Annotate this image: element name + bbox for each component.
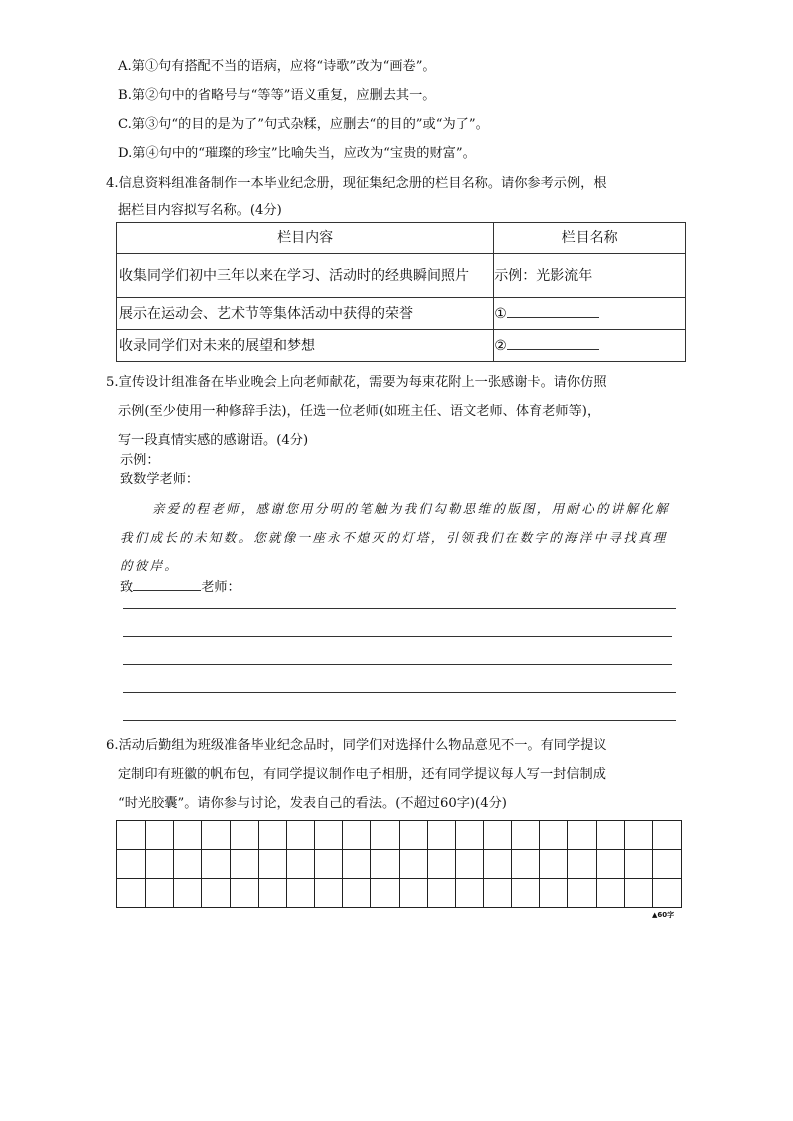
row-name-answer-1[interactable] [494, 298, 686, 330]
grid-column-line [342, 821, 343, 907]
answer-blank[interactable] [507, 303, 599, 318]
grid-column-line [314, 821, 315, 907]
table-row [117, 298, 686, 330]
q5-stem-line1: 5.宣传设计组准备在毕业晚会上向老师献花，需要为每束花附上一张感谢卡。请你仿照 [106, 375, 607, 390]
row-content: 展示在运动会、艺术节等集体活动中获得的荣誉 [117, 298, 494, 330]
word-count-label: ▲60字 [652, 911, 675, 919]
grid-column-line [455, 821, 456, 907]
example-text-line3: 的彼岸。 [120, 558, 180, 573]
option-a: A.第①句有搭配不当的语病，应将“诗歌”改为“画卷”。 [118, 59, 436, 74]
grid-column-line [483, 821, 484, 907]
teacher-name-blank[interactable] [133, 576, 201, 591]
grid-row-line [117, 878, 681, 879]
grid-column-line [201, 821, 202, 907]
grid-row-line [117, 849, 681, 850]
grid-column-line [511, 821, 512, 907]
writing-line[interactable] [123, 636, 672, 637]
grid-column-line [567, 821, 568, 907]
answer-grid[interactable] [116, 820, 682, 908]
row-content: 收集同学们初中三年以来在学习、活动时的经典瞬间照片 [117, 254, 494, 298]
row-content: 收录同学们对未来的展望和梦想 [117, 330, 494, 362]
writing-line[interactable] [123, 720, 676, 721]
answer-suffix: 老师： [201, 580, 241, 595]
example-text-line2: 我们成长的未知数。您就像一座永不熄灭的灯塔，引领我们在数字的海洋中寻找真理 [120, 530, 668, 545]
grid-column-line [539, 821, 540, 907]
grid-column-line [258, 821, 259, 907]
grid-column-line [145, 821, 146, 907]
writing-line[interactable] [123, 608, 676, 609]
q5-stem-line2: 示例(至少使用一种修辞手法)，任选一位老师(如班主任、语文老师、体育老师等)， [118, 404, 601, 419]
answer-salutation [120, 576, 241, 598]
grid-column-line [427, 821, 428, 907]
grid-column-line [286, 821, 287, 907]
table-header-row [117, 223, 686, 254]
option-b: B.第②句中的省略号与“等等”语义重复，应删去其一。 [118, 88, 436, 103]
grid-column-line [173, 821, 174, 907]
writing-line[interactable] [123, 692, 676, 693]
answer-blank[interactable] [507, 335, 599, 350]
example-text-line1: 亲爱的程老师，感谢您用分明的笔触为我们勾勒思维的版图，用耐心的讲解化解 [152, 501, 671, 516]
answer-prefix: 致 [120, 580, 134, 595]
q6-stem-line1: 6.活动后勤组为班级准备毕业纪念品时，同学们对选择什么物品意见不一。有同学提议 [106, 738, 607, 753]
answer-marker: ② [494, 338, 507, 354]
q6-stem-line3: “时光胶囊”。请你参与讨论，发表自己的看法。(不超过60字)(4分) [118, 796, 507, 811]
grid-column-line [399, 821, 400, 907]
example-salutation: 致数学老师： [120, 472, 200, 487]
option-d: D.第④句中的“璀璨的珍宝”比喻失当，应改为“宝贵的财富”。 [118, 146, 476, 161]
writing-line[interactable] [123, 664, 672, 665]
q5-stem-line3: 写一段真情实感的感谢语。(4分) [118, 433, 309, 448]
grid-column-line [596, 821, 597, 907]
q4-stem-line1: 4.信息资料组准备制作一本毕业纪念册，现征集纪念册的栏目名称。请你参考示例，根 [106, 176, 607, 191]
column-name-table [116, 222, 686, 362]
q4-stem-line2: 据栏目内容拟写名称。(4分) [118, 203, 282, 218]
header-content: 栏目内容 [117, 223, 494, 254]
row-name-answer-2[interactable] [494, 330, 686, 362]
header-name: 栏目名称 [494, 223, 686, 254]
q6-stem-line2: 定制印有班徽的帆布包，有同学提议制作电子相册，还有同学提议每人写一封信制成 [118, 767, 606, 782]
grid-column-line [370, 821, 371, 907]
grid-column-line [624, 821, 625, 907]
option-c: C.第③句“的目的是为了”句式杂糅，应删去“的目的”或“为了”。 [118, 117, 489, 132]
grid-column-line [652, 821, 653, 907]
table-row [117, 254, 686, 298]
example-label: 示例： [120, 453, 160, 468]
row-name-example: 示例：光影流年 [494, 254, 686, 298]
table-row [117, 330, 686, 362]
grid-column-line [230, 821, 231, 907]
answer-marker: ① [494, 306, 507, 322]
